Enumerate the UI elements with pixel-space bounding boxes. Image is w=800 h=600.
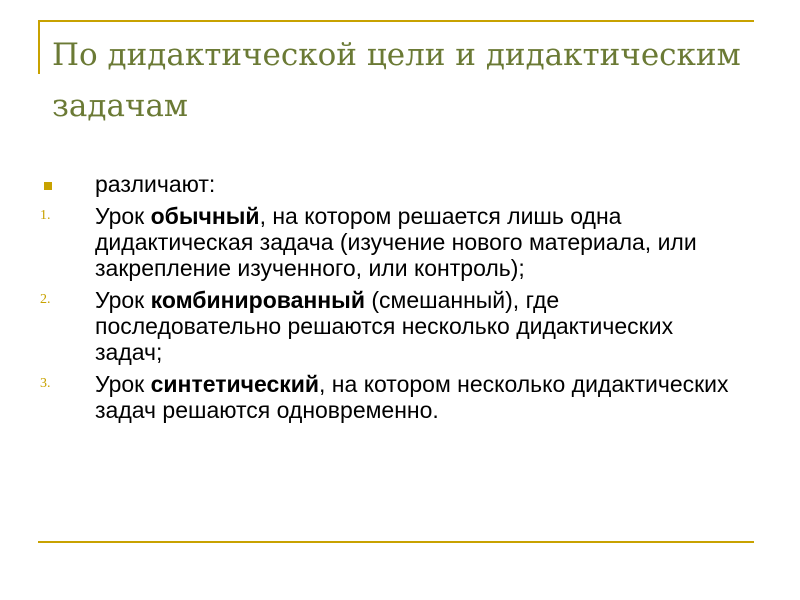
item-prefix-1: Урок <box>95 203 151 229</box>
slide-content <box>40 171 740 429</box>
list-item-1 <box>40 203 740 281</box>
list-item-3 <box>40 371 740 423</box>
item-number-2: 2. <box>40 292 51 307</box>
item-term-1: обычный <box>150 203 260 229</box>
item-description-1: , на котором решается лишь одна дидактическая задача (изучение нового материала, или закрепление изученного, или контроль); <box>95 203 697 281</box>
list-item-2 <box>40 287 740 365</box>
slide-title: По дидактической цели и дидактическим задачам <box>52 37 741 124</box>
item-term-3: синтетический <box>150 371 320 397</box>
item-number-3: 3. <box>40 376 51 391</box>
item-description-3: , на котором несколько дидактических задач решаются одновременно. <box>95 371 729 423</box>
square-bullet-icon <box>44 182 52 190</box>
item-term-2: комбинированный <box>150 287 365 313</box>
bottom-divider <box>38 541 754 543</box>
item-prefix-2: Урок <box>95 287 151 313</box>
intro-text: различают: <box>95 171 216 197</box>
intro-bullet <box>40 171 740 197</box>
item-prefix-3: Урок <box>95 371 151 397</box>
item-number-1: 1. <box>40 208 51 223</box>
top-divider <box>38 20 754 22</box>
left-accent-line <box>38 20 40 74</box>
item-description-2: (смешанный), где последовательно решаются несколько дидактических задач; <box>95 287 674 365</box>
